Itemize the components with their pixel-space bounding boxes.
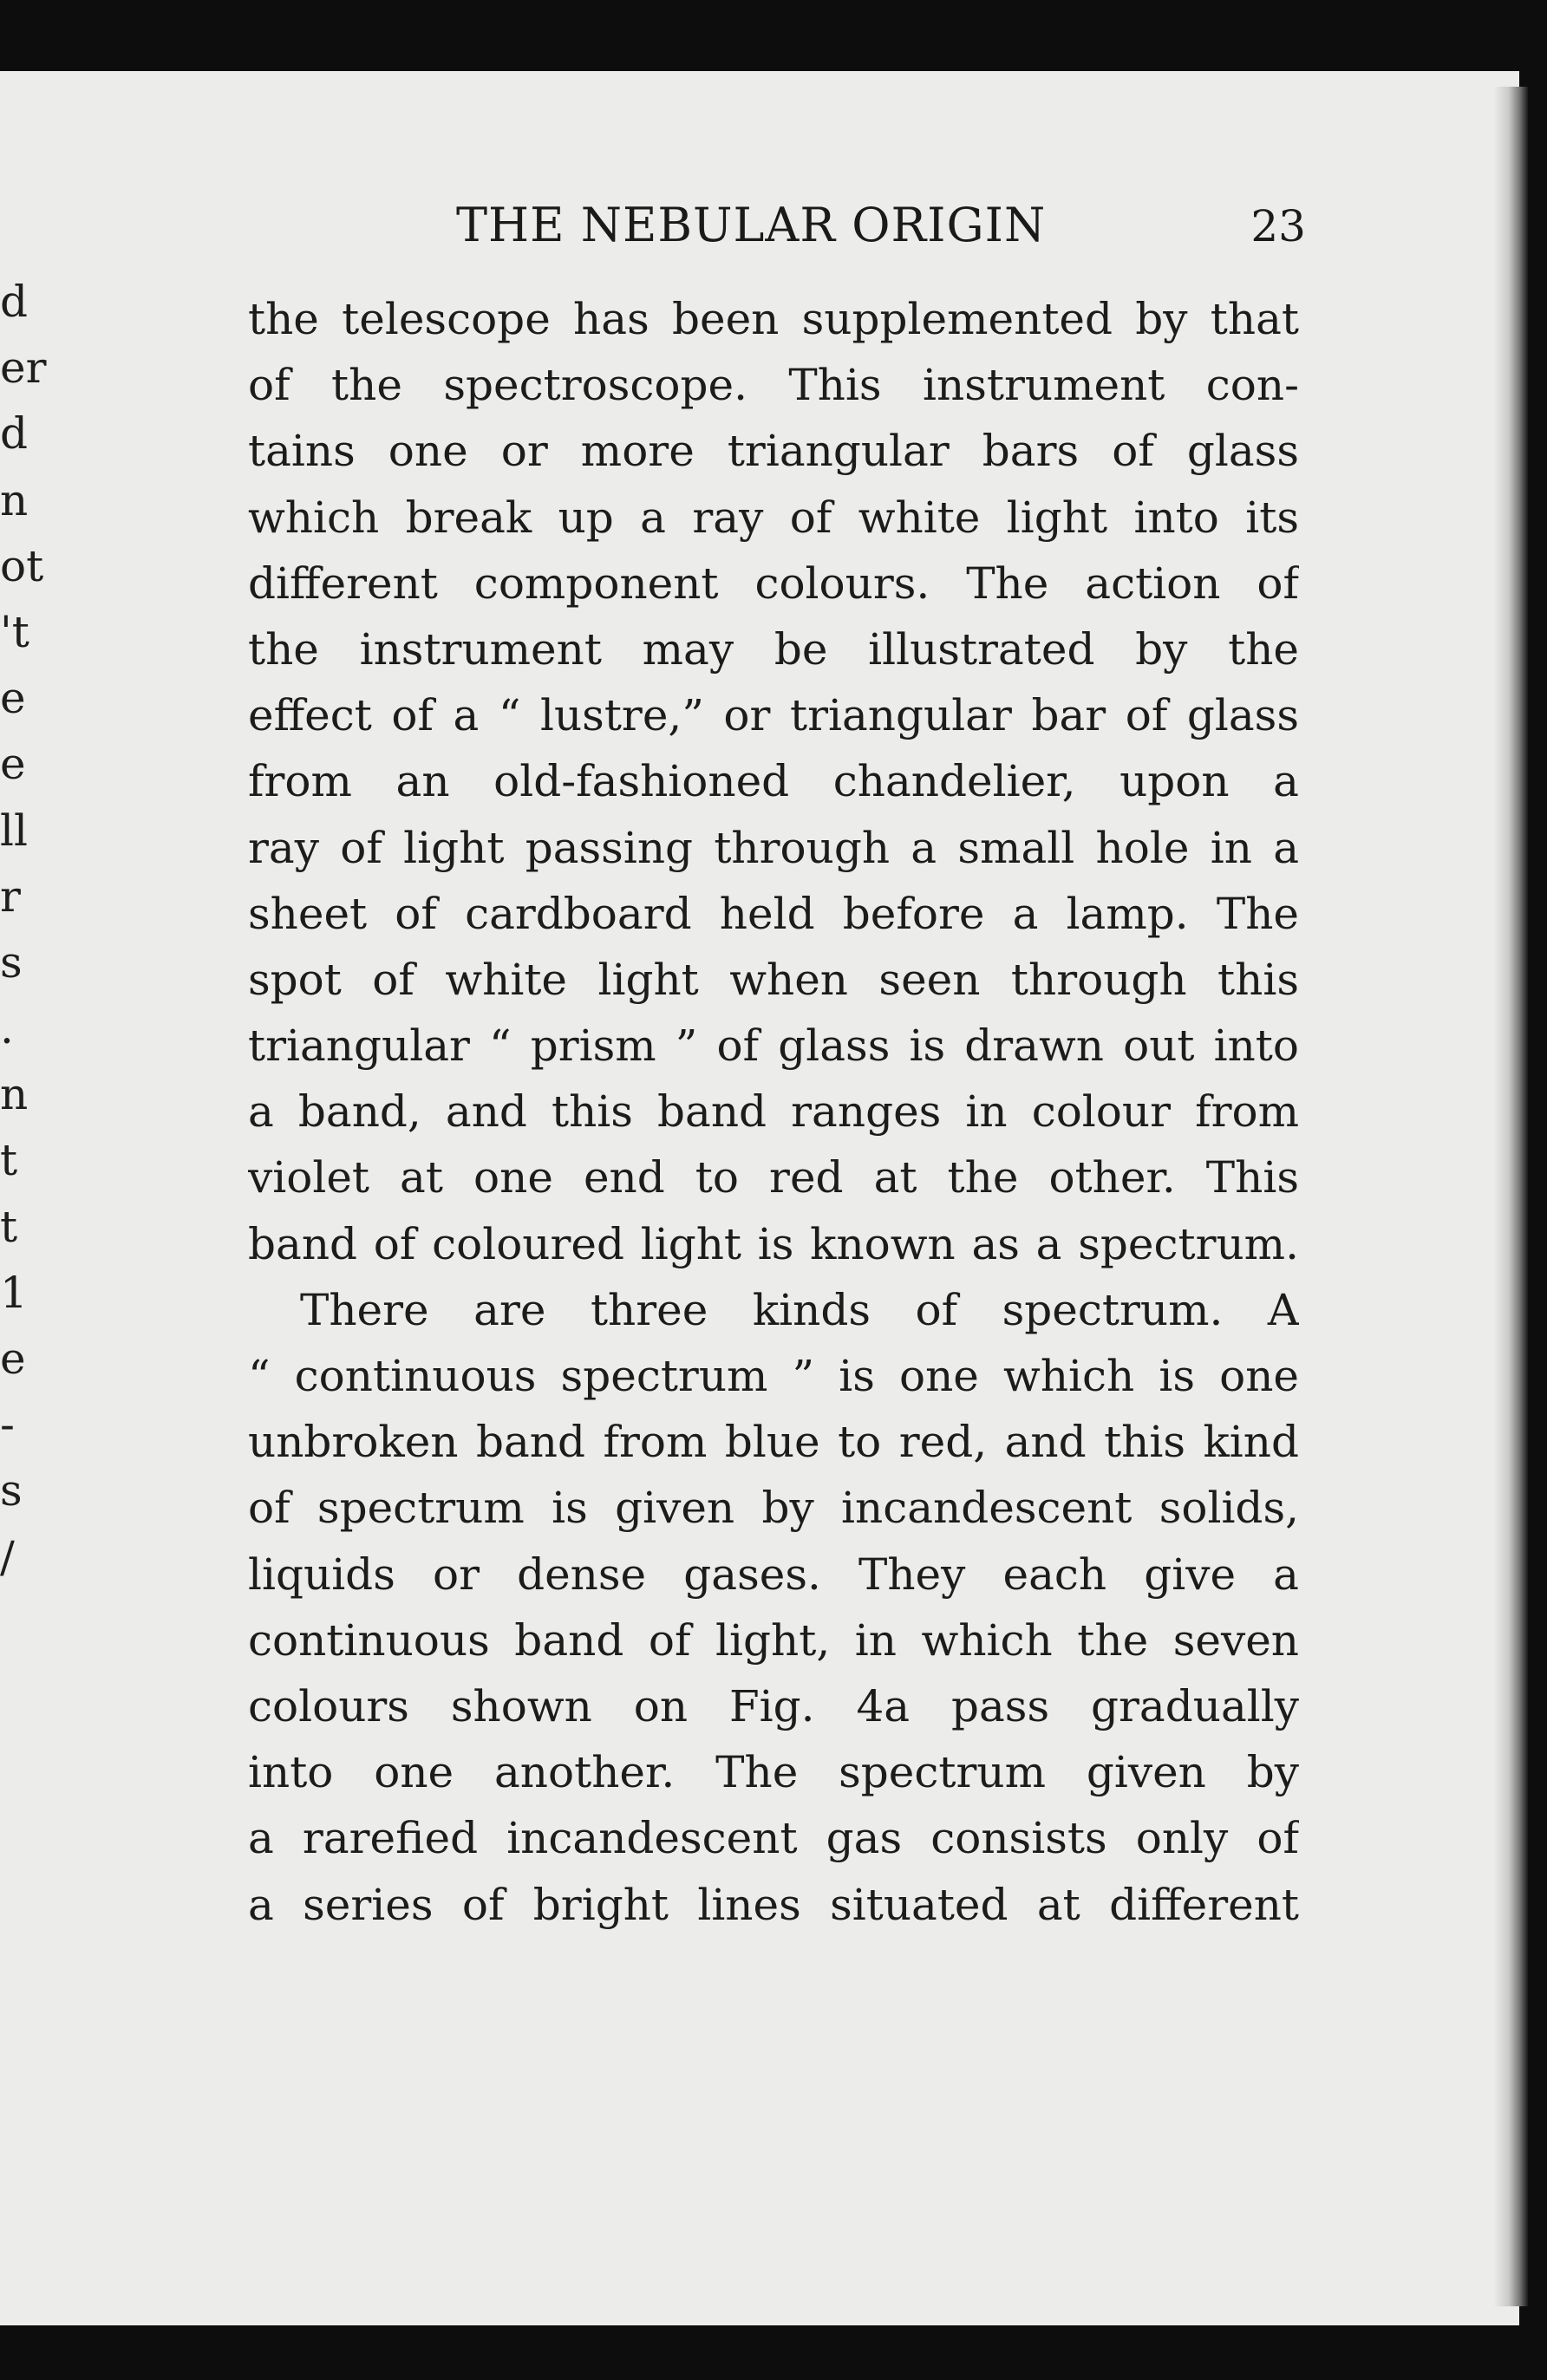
text-line: continuous band of light, in which the seven bbox=[248, 1614, 1299, 1666]
facing-page-fragment: - bbox=[0, 1399, 15, 1451]
facing-page-fragment: d bbox=[0, 408, 29, 460]
facing-page-fragment: t bbox=[0, 1135, 18, 1186]
facing-page-fragment: n bbox=[0, 1069, 29, 1120]
running-head bbox=[248, 198, 1306, 258]
text-line: band of coloured light is known as a spectrum. bbox=[248, 1218, 1299, 1269]
text-line: tains one or more triangular bars of glass bbox=[248, 426, 1299, 477]
text-line: which break up a ray of white light into its bbox=[248, 492, 1299, 543]
facing-page-fragment: r bbox=[0, 870, 21, 922]
facing-page-fragment: er bbox=[0, 342, 47, 394]
text-line: There are three kinds of spectrum. A bbox=[300, 1284, 1299, 1335]
text-line: ray of light passing through a small hole in a bbox=[248, 822, 1299, 873]
page-number: 23 bbox=[1250, 201, 1306, 251]
text-line: sheet of cardboard held before a lamp. The bbox=[248, 888, 1299, 939]
body-text bbox=[248, 286, 1299, 1938]
text-line: the instrument may be illustrated by the bbox=[248, 623, 1299, 675]
facing-page-fragment: e bbox=[0, 739, 26, 790]
page-gutter-shadow bbox=[1493, 87, 1528, 2306]
facing-page-fragment: 't bbox=[0, 606, 29, 657]
text-line: unbroken band from blue to red, and this kind bbox=[248, 1417, 1299, 1468]
facing-page-fragment: 1 bbox=[0, 1267, 28, 1318]
facing-page-fragment: . bbox=[0, 1003, 14, 1054]
facing-page-fragment: d bbox=[0, 277, 29, 327]
facing-page-fragment: s bbox=[0, 936, 23, 988]
text-line: a rarefied incandescent gas consists only of bbox=[248, 1813, 1299, 1864]
text-line: into one another. The spectrum given by bbox=[248, 1747, 1299, 1798]
text-line: of spectrum is given by incandescent solids, bbox=[248, 1483, 1299, 1534]
text-line: a band, and this band ranges in colour from bbox=[248, 1086, 1299, 1138]
text-line: from an old-fashioned chandelier, upon a bbox=[248, 756, 1299, 807]
text-line: a series of bright lines situated at different bbox=[248, 1879, 1299, 1930]
text-line: effect of a “ lustre,” or triangular bar of glass bbox=[248, 690, 1299, 741]
facing-page-fragment: ll bbox=[0, 805, 28, 856]
text-line: liquids or dense gases. They each give a bbox=[248, 1549, 1299, 1600]
facing-page-fragment: / bbox=[0, 1531, 15, 1582]
text-line: colours shown on Fig. 4a pass gradually bbox=[248, 1680, 1299, 1731]
text-line: triangular “ prism ” of glass is drawn out into bbox=[248, 1020, 1299, 1072]
running-title: THE NEBULAR ORIGIN bbox=[456, 198, 1047, 252]
text-line: the telescope has been supplemented by that bbox=[248, 294, 1299, 344]
facing-page-fragment: t bbox=[0, 1201, 18, 1252]
facing-page-fragment: ot bbox=[0, 540, 44, 591]
text-line: violet at one end to red at the other. This bbox=[248, 1152, 1299, 1203]
text-line: of the spectroscope. This instrument con- bbox=[248, 360, 1299, 411]
facing-page-fragment: e bbox=[0, 673, 26, 724]
facing-page-fragment: e bbox=[0, 1333, 26, 1384]
text-line: different component colours. The action of bbox=[248, 558, 1299, 609]
facing-page-fragment: n bbox=[0, 474, 29, 525]
text-line: “ continuous spectrum ” is one which is one bbox=[248, 1351, 1299, 1401]
facing-page-fragments bbox=[0, 269, 47, 1590]
text-line: spot of white light when seen through this bbox=[248, 954, 1299, 1005]
facing-page-fragment: s bbox=[0, 1465, 23, 1516]
